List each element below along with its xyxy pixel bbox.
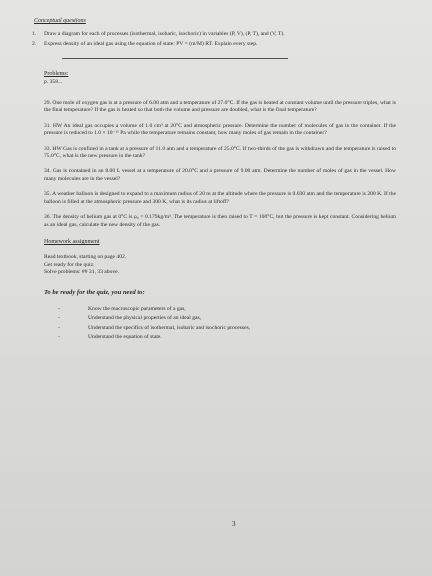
conceptual-questions-heading: Conceptual questions <box>34 18 86 24</box>
list-item <box>58 334 410 341</box>
problems-heading: Problems: <box>44 71 69 78</box>
page-number: 3 <box>232 520 236 528</box>
homework-line-solve: Solve problems: ## 31, 33 above. <box>44 269 120 276</box>
bullet-dash: - <box>58 315 60 322</box>
problem-29: 29. One mole of oxygen gas is at a pressure of 6.00 atm and a temperature of 27.0°C. If the gas is heated at constant volume until the pressure triples, what is the final temperature? If the gas is heated so that both the volume and pressure are doubled, what is the final temperature? <box>44 100 396 114</box>
list-item-text: Know the macroscopic parameters of a gas, <box>88 305 186 312</box>
bullet-dash: - <box>58 324 60 331</box>
conceptual-question-2 <box>32 41 410 48</box>
bullet-dash: - <box>58 305 60 312</box>
homework-heading: Homework assignment <box>44 238 100 245</box>
list-item <box>58 315 410 322</box>
quiz-readiness-list <box>58 306 410 342</box>
homework-line-quiz: Get ready for the quiz. <box>44 261 95 268</box>
problem-33: 33. HW Gas is confined in a tank at a pressure of 11.0 atm and a temperature of 25.0°C. If two-thirds of the gas is withdrawn and the temperature is raised to 75.0°C, what is the new pressure in the tank? <box>44 145 396 160</box>
list-item <box>58 306 410 313</box>
bullet-dash: - <box>58 334 60 341</box>
question-text: Express density of an ideal gas using the equation of state: PV = (m/M) RT. Explain every step. <box>44 40 258 47</box>
question-number: 1. <box>32 31 37 38</box>
conceptual-question-1 <box>32 31 410 38</box>
problem-36: 36. The density of helium gas at 0°C is ρ₀ = 0.179kg/m³. The temperature is then raised to T = 100°C, but the pressure is kept constant. Considering helium as an ideal gas, calculate the new density of the gas. <box>44 214 396 228</box>
problem-31: 31. HW An ideal gas occupies a volume of 1.0 cm³ at 20°C and atmospheric pressure. Determine the number of molecules of gas in the container. If the pressure is reduced to 1.0 × 10⁻¹¹ Pa while the temperature remains constant, how many moles of gas remain in the container? <box>44 122 396 137</box>
homework-line-read: Read textbook, starting on page 402. <box>44 254 127 261</box>
quiz-readiness-heading: To be ready for the quiz, you need to: <box>44 288 145 296</box>
list-item-text: Understand the equation of state. <box>88 334 162 341</box>
list-item <box>58 325 410 332</box>
question-text: Draw a diagram for each of processes (isothermal, isobaric, isochoric) in variables (P, V), (P, T), and (V, T). <box>44 31 285 38</box>
question-number: 2. <box>32 40 37 47</box>
problem-35: 35. A weather balloon is designed to expand to a maximum radius of 20 m at the altitude where the pressure is 0.030 atm and the temperature is 200 K. If the balloon is filled at the atmospheric pressure and 300 K, what is its radius at liftoff? <box>44 191 396 205</box>
problems-page-reference: p. 358... <box>44 78 63 85</box>
list-item-text: Understand the specifics of isothermal, isobaric and isochoric processes, <box>88 324 251 331</box>
divider-line <box>62 58 288 59</box>
problem-34: 34. Gas is contained in an 8.00 L vessel at a temperature of 20.0°C and a pressure of 9.00 atm. Determine the number of moles of gas in the vessel. How many molecules are in the vessel? <box>44 168 396 182</box>
list-item-text: Understand the physical properties of an ideal gas, <box>88 315 202 322</box>
